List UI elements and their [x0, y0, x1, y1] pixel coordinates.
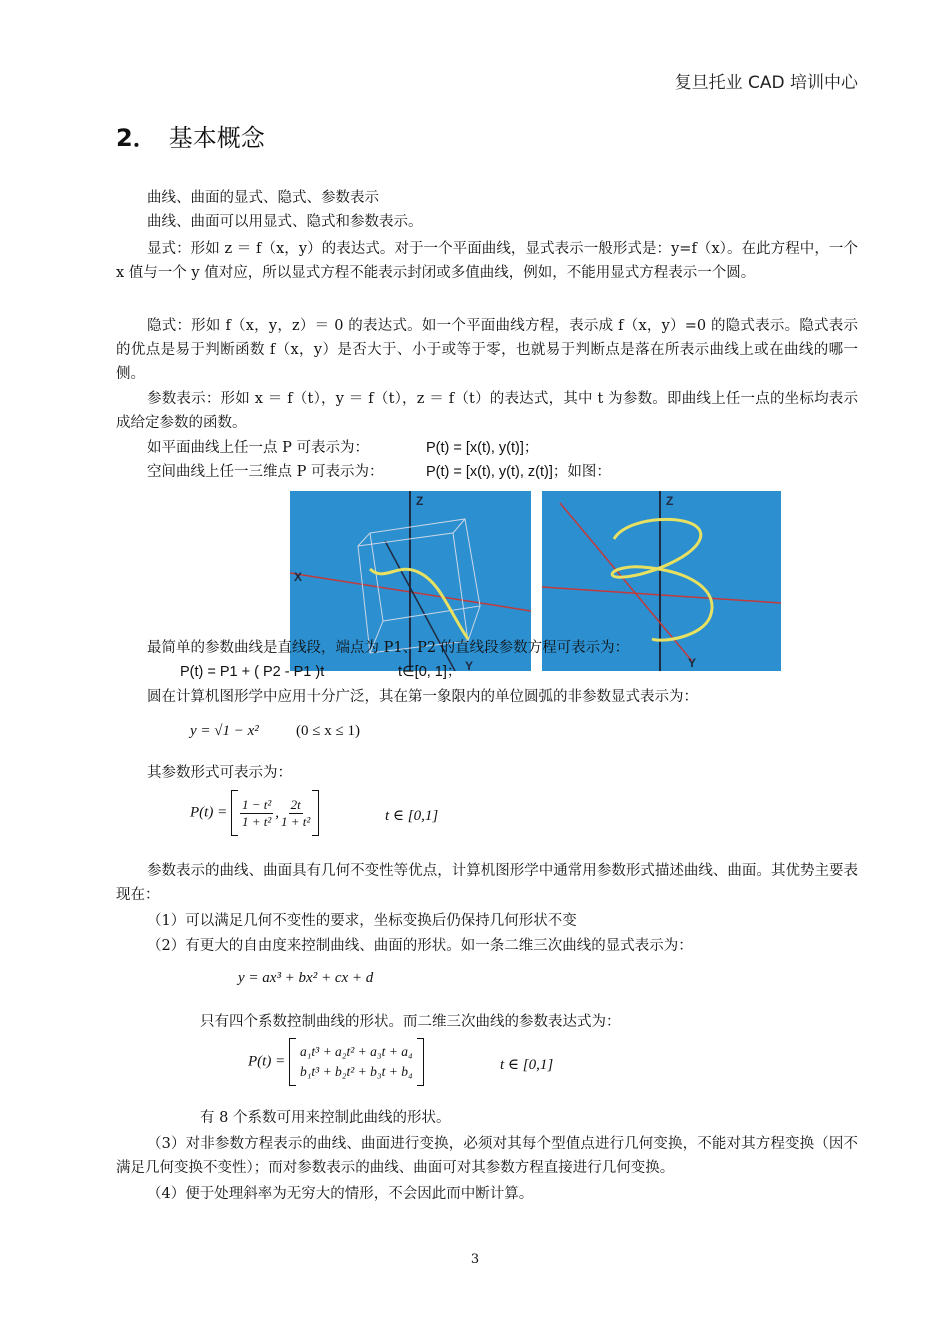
matrix-row-2: b₁t³ + b₂t² + b₃t + b₄: [299, 1064, 413, 1079]
section-title-text: 基本概念: [168, 124, 265, 152]
formula-matrix: $\frac{\text{1 − t²}}{\text{1 + t²}}$ , $\frac{2t}{\text{1 + t²}}$: [231, 790, 319, 836]
formula-matrix: [289, 1038, 424, 1086]
formula-circle-explicit: y = √1 − x²: [190, 723, 259, 739]
page-header: 复旦托业 CAD 培训中心: [674, 73, 858, 93]
label-y-left: Y: [465, 659, 474, 673]
formula-circle-param: [190, 790, 319, 836]
paragraph-explicit: 显式：形如 z ＝ f（x，y）的表达式。对于一个平面曲线，显式表示一般形式是：y=f（x）。在此方程中，一个 x 值与一个 y 值对应，所以显式方程不能表示封闭或多值曲线，例如，不能用显式方程表示一个圆。: [116, 241, 858, 281]
space-curve-eq: P(t) = [x(t), y(t), z(t)]；如图：: [426, 464, 611, 480]
space-curve-text: 空间曲线上任一三维点 P 可表示为：: [147, 464, 384, 480]
section-title: [116, 118, 265, 153]
formula-lhs: P(t) =: [190, 804, 228, 821]
label-z: Z: [666, 494, 674, 508]
formula-cubic-param: [248, 1038, 424, 1086]
formula-cubic-param-range: t ∈ [0,1]: [500, 1057, 554, 1073]
paragraph-parametric: 参数表示：形如 x ＝ f（t），y ＝ f（t），z ＝ f（t）的表达式，其中 t 为参数。即曲线上任一点的坐标均表示成给定参数的函数。: [116, 391, 858, 431]
text-line: 曲线、曲面可以用显式、隐式和参数表示。: [147, 214, 423, 230]
label-z: Z: [416, 494, 424, 508]
plane-curve-text: 如平面曲线上任一点 P 可表示为：: [147, 440, 369, 456]
circle-param-text: 其参数形式可表示为：: [147, 765, 292, 781]
line-segment-range: t∈[0, 1]；: [398, 664, 462, 680]
fraction-1: $\frac{\text{1 − t²}}{\text{1 + t²}}$: [241, 796, 272, 829]
text-line: 曲线、曲面的显式、隐式、参数表示: [147, 190, 379, 206]
label-y: Y: [688, 656, 697, 670]
advantage-4: （4）便于处理斜率为无穷大的情形，不会因此而中断计算。: [147, 1186, 534, 1202]
circle-text: 圆在计算机图形学中应用十分广泛，其在第一象限内的单位圆弧的非参数显式表示为：: [147, 689, 698, 705]
advantage-1: （1）可以满足几何不变性的要求，坐标变换后仍保持几何形状不变: [147, 913, 577, 929]
four-coefficients-text: 只有四个系数控制曲线的形状。而二维三次曲线的参数表达式为：: [200, 1014, 621, 1030]
advantage-3: （3）对非参数方程表示的曲线、曲面进行变换，必须对其每个型值点进行几何变换，不能对其方程变换（因不满足几何变换不变性）；而对参数表示的曲线、曲面可对其参数方程直接进行几何变换。: [116, 1136, 858, 1176]
formula-circle-param-range: t ∈ [0,1]: [385, 808, 439, 824]
formula-lhs: P(t) =: [248, 1053, 286, 1070]
section-number: 2．: [116, 124, 157, 152]
formula-cubic-explicit: y = ax³ + bx² + cx + d: [238, 970, 374, 986]
formula-circle-range: (0 ≤ x ≤ 1): [296, 723, 360, 739]
fraction-2: $\frac{2t}{\text{1 + t²}}$: [281, 796, 311, 829]
paragraph-implicit: 隐式：形如 f（x，y，z）＝ 0 的表达式。如一个平面曲线方程，表示成 f（x，y）=0 的隐式表示。隐式表示的优点是易于判断函数 f（x，y）是否大于、小于或等于零，也就易于判断点是落在所表示曲线上或在曲线的哪一侧。: [116, 318, 858, 382]
eight-coefficients-text: 有 8 个系数可用来控制此曲线的形状。: [200, 1110, 451, 1126]
advantage-2: （2）有更大的自由度来控制曲线、曲面的形状。如一条二维三次曲线的显式表示为：: [147, 938, 693, 954]
plane-curve-eq: P(t) = [x(t), y(t)]；: [426, 440, 539, 456]
paragraph-advantages: 参数表示的曲线、曲面具有几何不变性等优点，计算机图形学中通常用参数形式描述曲线、曲面。其优势主要表现在：: [116, 863, 858, 903]
matrix-row-1: a₁t³ + a₂t² + a₃t + a₄: [299, 1044, 413, 1059]
label-x: X: [294, 570, 303, 584]
line-segment-text: 最简单的参数曲线是直线段，端点为 P1、P2 的直线段参数方程可表示为：: [147, 640, 630, 656]
page-number: 3: [470, 1252, 480, 1267]
line-segment-eq: P(t) = P1 + ( P2 - P1 )t: [180, 664, 325, 680]
